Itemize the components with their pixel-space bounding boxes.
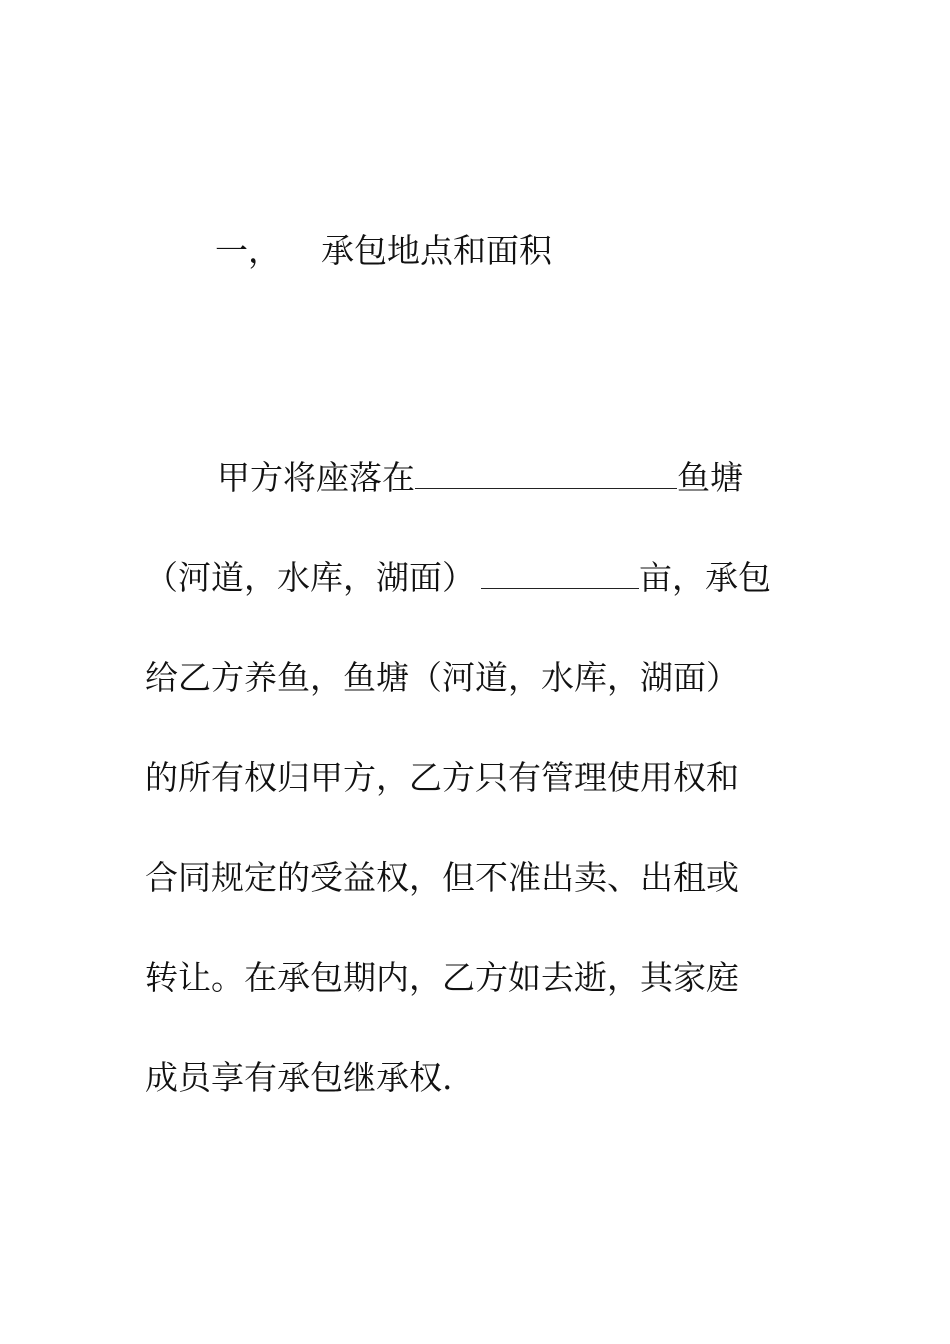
location-blank (415, 458, 677, 489)
contract-paragraph (145, 428, 805, 1128)
section-number: 一， (215, 231, 281, 270)
paragraph-line-7: 成员享有承包继承权. (145, 1058, 453, 1097)
paragraph-line-4: 的所有权归甲方，乙方只有管理使用权和 (145, 758, 739, 797)
paragraph-line-6: 转让。在承包期内，乙方如去逝，其家庭 (145, 958, 739, 997)
line2-text: （河道，水库，湖面） (145, 558, 475, 597)
paragraph-line-1 (145, 428, 805, 528)
line1-text: 甲方将座落在 (217, 458, 415, 497)
paragraph-line-5: 合同规定的受益权，但不准出卖、出租或 (145, 858, 739, 897)
line2-suffix: 亩，承包 (639, 558, 771, 597)
section-heading (215, 228, 552, 274)
paragraph-line-3: 给乙方养鱼，鱼塘（河道，水库，湖面） (145, 658, 739, 697)
area-blank (481, 558, 639, 589)
paragraph-line-2 (145, 528, 805, 628)
line1-suffix: 鱼塘 (677, 458, 743, 497)
section-title: 承包地点和面积 (321, 231, 552, 270)
